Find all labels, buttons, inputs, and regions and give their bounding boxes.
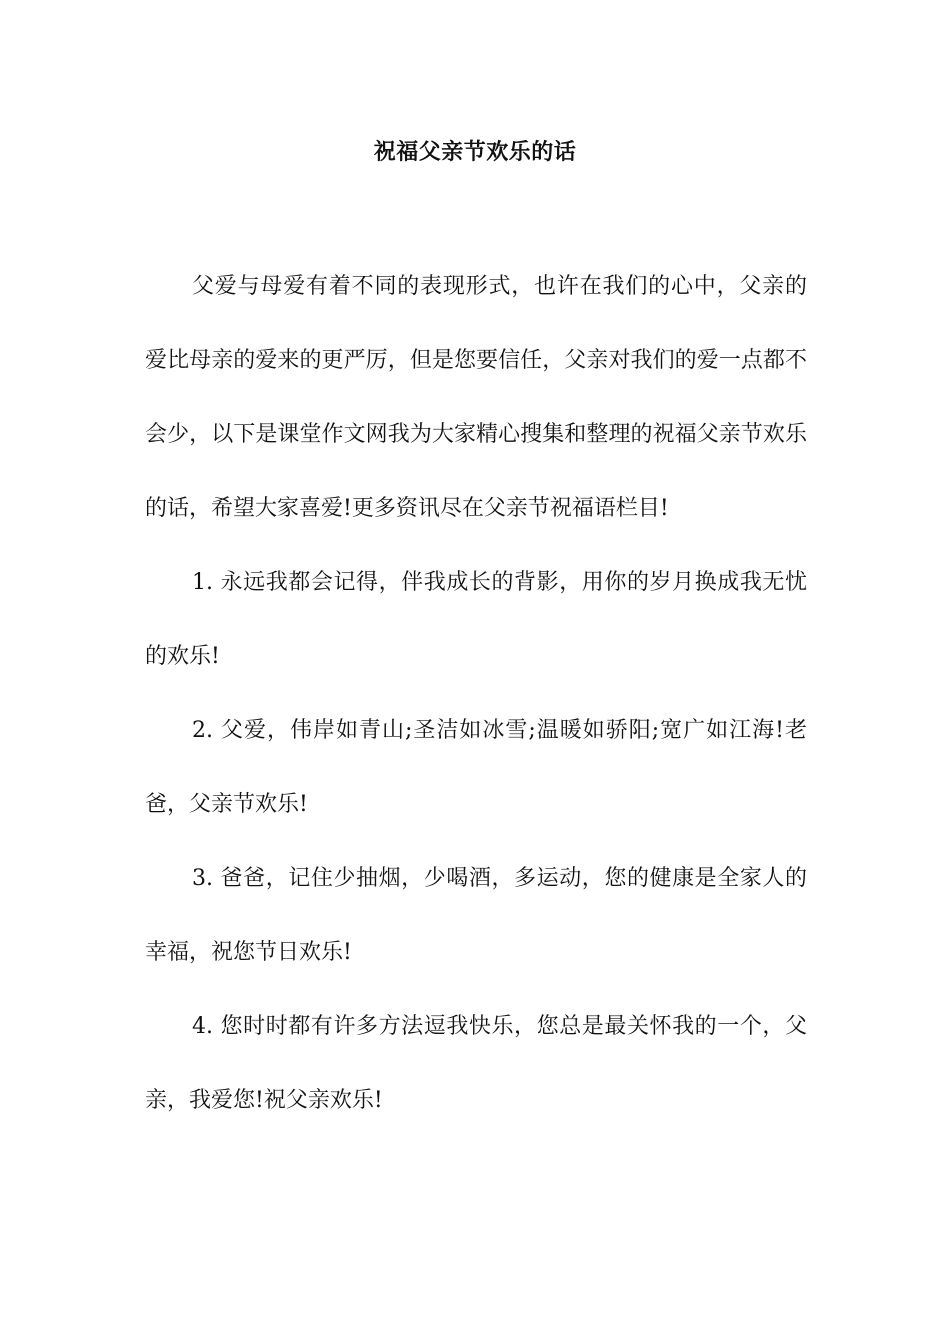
document-body: [145, 250, 807, 1138]
intro-paragraph: 父爱与母爱有着不同的表现形式，也许在我们的心中，父亲的爱比母亲的爱来的更严厉，但是您要信任，父亲对我们的爱一点都不会少，以下是课堂作文网我为大家精心搜集和整理的祝福父亲节欢乐的话，希望大家喜爱!更多资讯尽在父亲节祝福语栏目!: [145, 274, 807, 521]
wish-item-3: 3. 爸爸，记住少抽烟，少喝酒，多运动，您的健康是全家人的幸福，祝您节日欢乐!: [145, 866, 807, 965]
wish-item-1: 1. 永远我都会记得，伴我成长的背影，用你的岁月换成我无忧的欢乐!: [145, 570, 807, 669]
wish-item-2: 2. 父爱，伟岸如青山;圣洁如冰雪;温暖如骄阳;宽广如江海!老爸，父亲节欢乐!: [145, 718, 807, 817]
document-title: 祝福父亲节欢乐的话: [373, 139, 577, 165]
wish-item-4: 4. 您时时都有许多方法逗我快乐，您总是最关怀我的一个，父亲，我爱您!祝父亲欢乐!: [145, 1014, 807, 1113]
